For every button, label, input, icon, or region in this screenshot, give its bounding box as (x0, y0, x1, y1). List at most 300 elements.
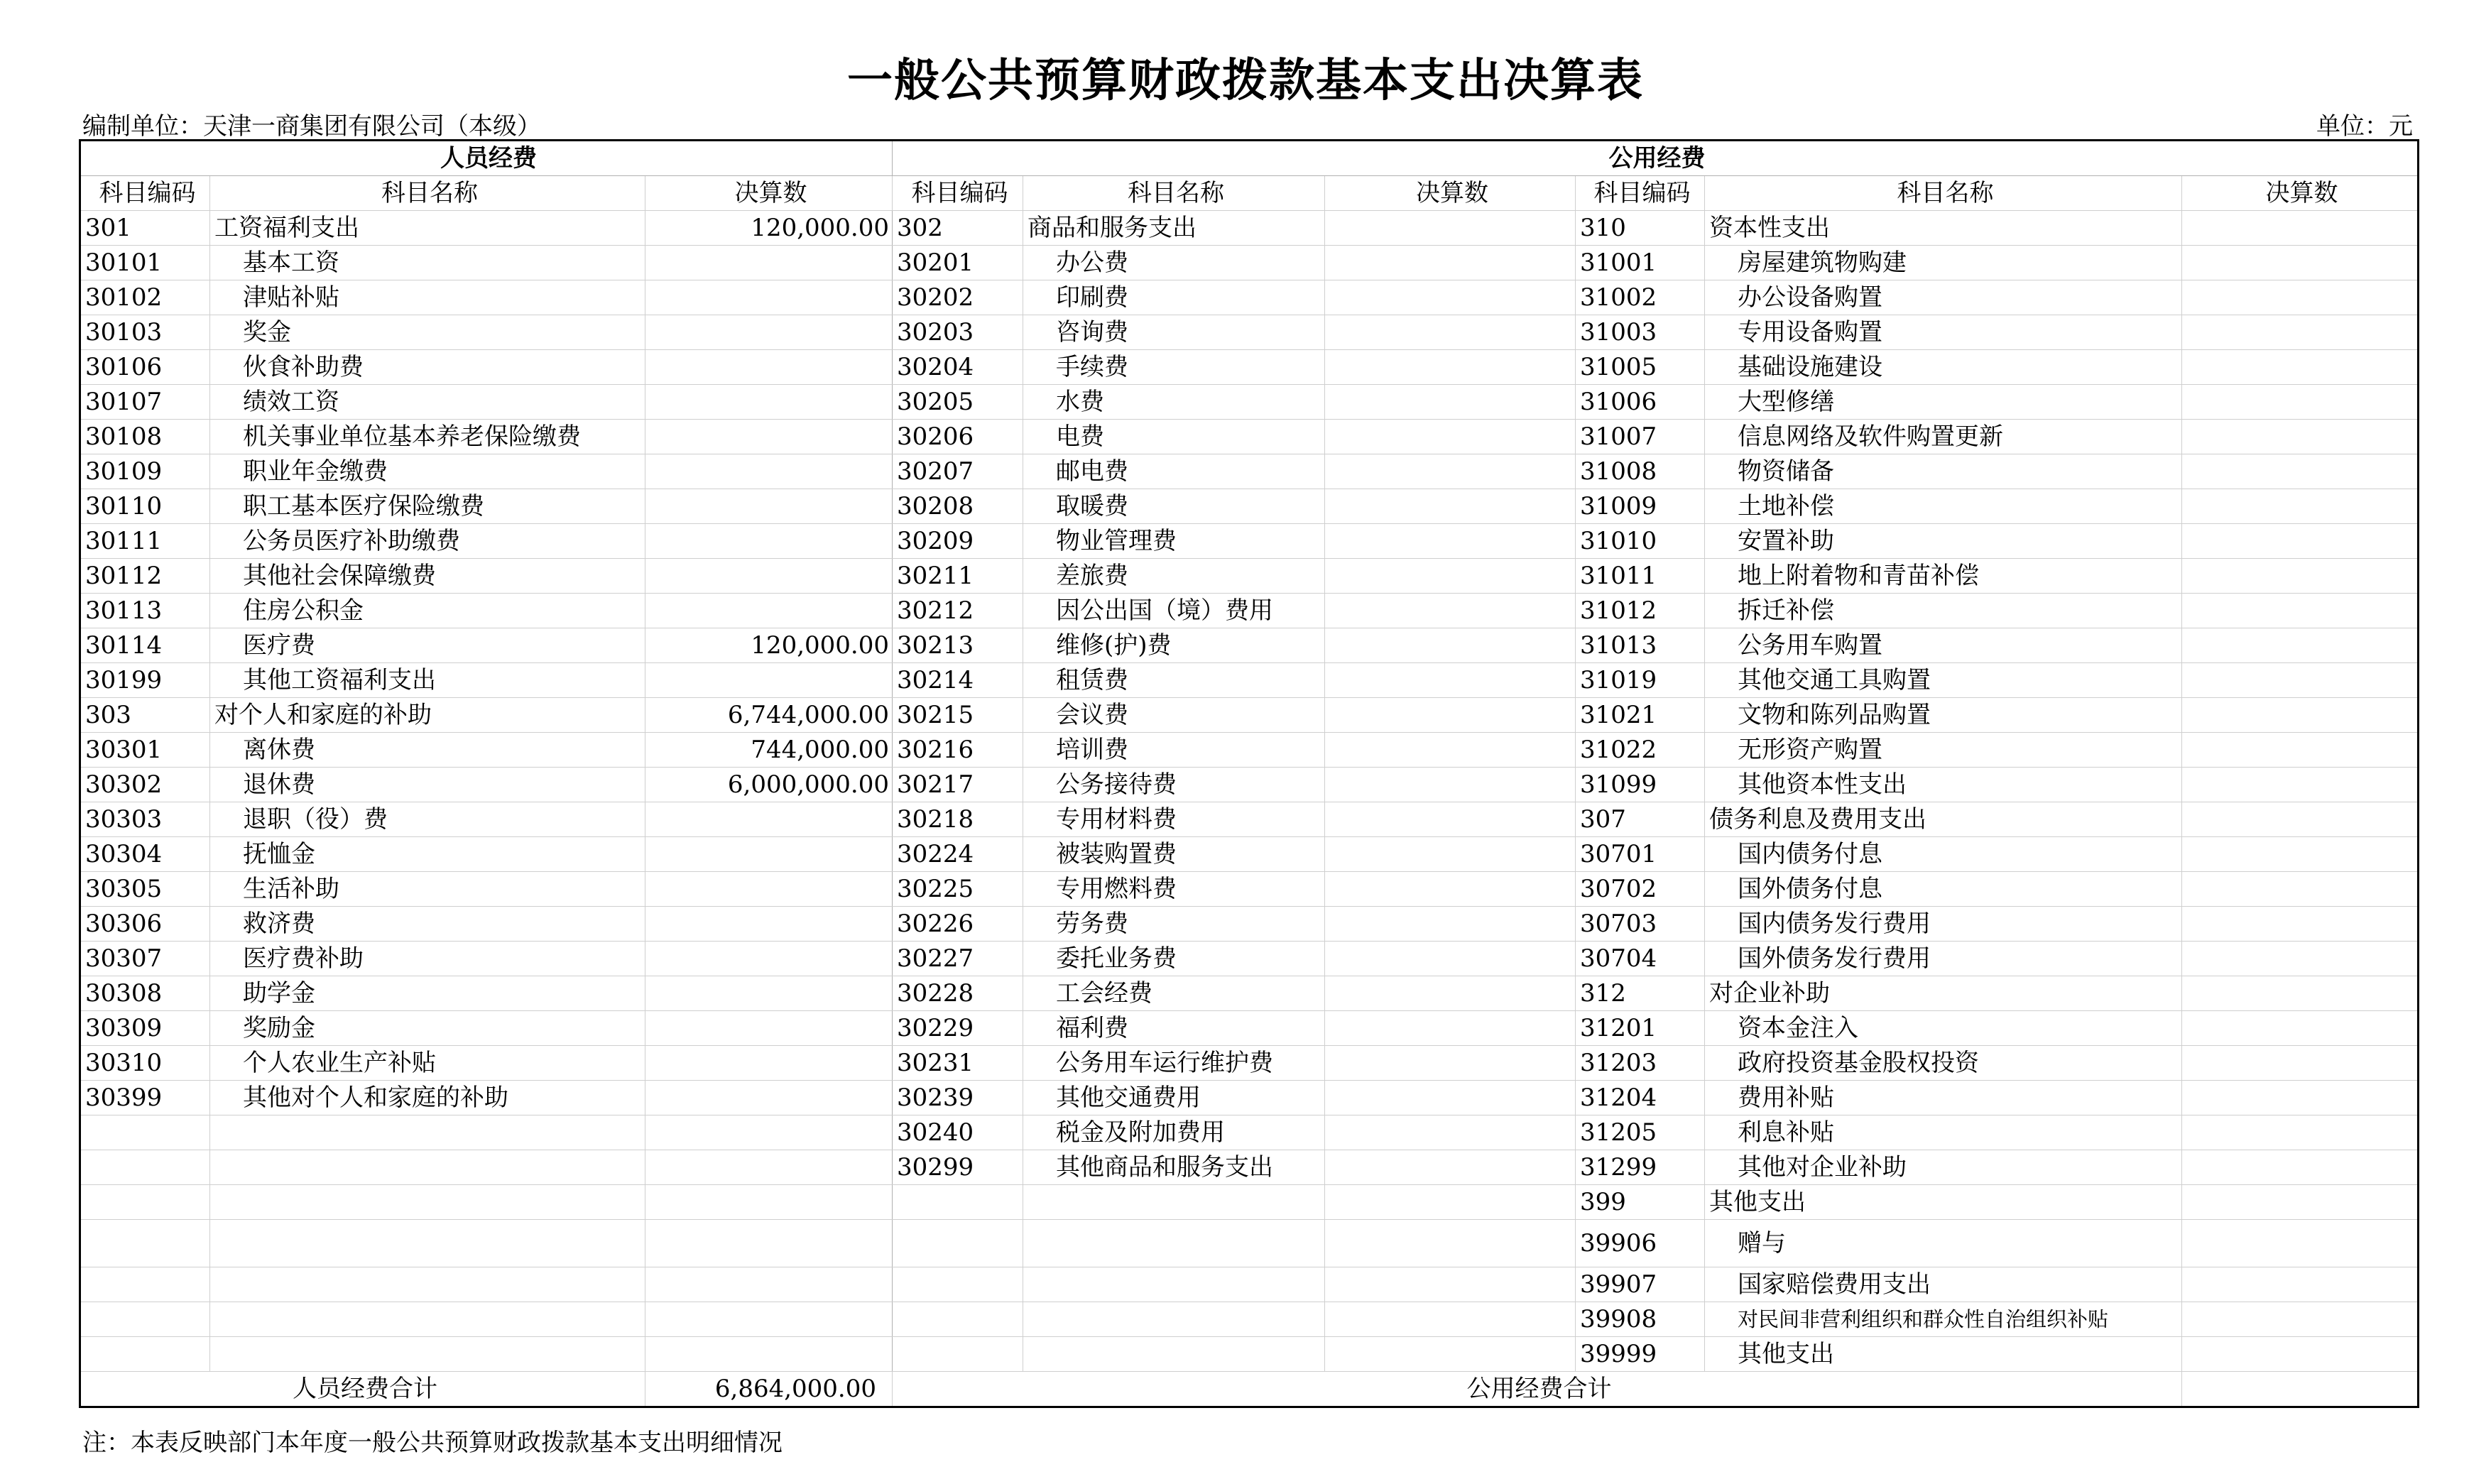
capital-amount-cell (2182, 315, 2419, 350)
personnel-code-cell: 30301 (80, 733, 210, 768)
public-total-value (2182, 1372, 2419, 1407)
goods-name-cell: 其他商品和服务支出 (1023, 1150, 1325, 1185)
personnel-amount-cell: 6,744,000.00 (645, 698, 893, 733)
group-header-row (80, 141, 2419, 176)
goods-name-cell: 维修(护)费 (1023, 628, 1325, 663)
capital-code-cell: 31007 (1576, 420, 1705, 454)
goods-code-cell: 30226 (893, 907, 1023, 942)
personnel-code-cell (80, 1150, 210, 1185)
goods-code-cell: 30225 (893, 872, 1023, 907)
capital-code-cell: 31099 (1576, 768, 1705, 802)
personnel-amount-cell: 744,000.00 (645, 733, 893, 768)
personnel-code-cell: 30101 (80, 246, 210, 280)
table-row (80, 628, 2419, 663)
capital-name-cell: 政府投资基金股权投资 (1705, 1046, 2182, 1081)
capital-amount-cell (2182, 1046, 2419, 1081)
goods-code-cell: 30227 (893, 942, 1023, 976)
goods-name-cell: 会议费 (1023, 698, 1325, 733)
personnel-code-cell: 30103 (80, 315, 210, 350)
personnel-code-cell: 30306 (80, 907, 210, 942)
goods-amount-cell (1325, 698, 1576, 733)
capital-name-cell: 公务用车购置 (1705, 628, 2182, 663)
goods-code-cell: 30216 (893, 733, 1023, 768)
goods-amount-cell (1325, 837, 1576, 872)
table-row (80, 385, 2419, 420)
capital-code-cell: 30704 (1576, 942, 1705, 976)
goods-amount-cell (1325, 802, 1576, 837)
personnel-amount-cell (645, 559, 893, 594)
capital-name-cell: 资本性支出 (1705, 211, 2182, 246)
goods-name-cell: 被装购置费 (1023, 837, 1325, 872)
goods-code-cell: 30217 (893, 768, 1023, 802)
capital-name-cell: 其他支出 (1705, 1337, 2182, 1372)
goods-name-cell (1023, 1220, 1325, 1267)
goods-name-cell: 印刷费 (1023, 280, 1325, 315)
personnel-amount-cell (645, 942, 893, 976)
personnel-amount-cell (645, 663, 893, 698)
personnel-amount-cell (645, 1011, 893, 1046)
capital-code-cell: 31013 (1576, 628, 1705, 663)
personnel-name-cell: 绩效工资 (210, 385, 645, 420)
column-header-amount: 决算数 (645, 176, 893, 211)
column-header-row (80, 176, 2419, 211)
table-row (80, 1150, 2419, 1185)
column-header-name: 科目名称 (210, 176, 645, 211)
capital-amount-cell (2182, 350, 2419, 385)
goods-name-cell: 培训费 (1023, 733, 1325, 768)
personnel-code-cell: 30307 (80, 942, 210, 976)
capital-amount-cell (2182, 976, 2419, 1011)
goods-name-cell: 劳务费 (1023, 907, 1325, 942)
goods-amount-cell (1325, 1150, 1576, 1185)
goods-code-cell: 30214 (893, 663, 1023, 698)
personnel-name-cell: 奖金 (210, 315, 645, 350)
table-row (80, 1011, 2419, 1046)
table-row (80, 211, 2419, 246)
capital-code-cell: 31001 (1576, 246, 1705, 280)
personnel-code-cell (80, 1185, 210, 1220)
capital-name-cell: 无形资产购置 (1705, 733, 2182, 768)
personnel-name-cell: 对个人和家庭的补助 (210, 698, 645, 733)
personnel-amount-cell (645, 1081, 893, 1115)
goods-code-cell: 302 (893, 211, 1023, 246)
personnel-name-cell: 其他工资福利支出 (210, 663, 645, 698)
capital-amount-cell (2182, 1302, 2419, 1337)
goods-amount-cell (1325, 524, 1576, 559)
column-header-code: 科目编码 (893, 176, 1023, 211)
capital-name-cell: 赠与 (1705, 1220, 2182, 1267)
personnel-amount-cell (645, 1150, 893, 1185)
goods-code-cell: 30203 (893, 315, 1023, 350)
personnel-code-cell: 30308 (80, 976, 210, 1011)
personnel-amount-cell (645, 350, 893, 385)
personnel-amount-cell (645, 246, 893, 280)
table-row (80, 350, 2419, 385)
goods-amount-cell (1325, 280, 1576, 315)
table-row (80, 489, 2419, 524)
capital-name-cell: 其他支出 (1705, 1185, 2182, 1220)
capital-code-cell: 31203 (1576, 1046, 1705, 1081)
goods-code-cell: 30207 (893, 454, 1023, 489)
personnel-amount-cell (645, 594, 893, 628)
personnel-name-cell: 伙食补助费 (210, 350, 645, 385)
capital-name-cell: 房屋建筑物购建 (1705, 246, 2182, 280)
personnel-name-cell: 基本工资 (210, 246, 645, 280)
table-row (80, 454, 2419, 489)
capital-code-cell: 31205 (1576, 1115, 1705, 1150)
personnel-name-cell: 工资福利支出 (210, 211, 645, 246)
capital-amount-cell (2182, 628, 2419, 663)
personnel-code-cell: 30106 (80, 350, 210, 385)
personnel-name-cell: 抚恤金 (210, 837, 645, 872)
page-title: 一般公共预算财政拨款基本支出决算表 (847, 55, 1644, 107)
goods-name-cell: 办公费 (1023, 246, 1325, 280)
goods-amount-cell (1325, 1185, 1576, 1220)
personnel-name-cell: 职工基本医疗保险缴费 (210, 489, 645, 524)
capital-amount-cell (2182, 1220, 2419, 1267)
table-row (80, 315, 2419, 350)
goods-code-cell (893, 1185, 1023, 1220)
personnel-name-cell (210, 1302, 645, 1337)
goods-amount-cell (1325, 350, 1576, 385)
capital-code-cell: 31006 (1576, 385, 1705, 420)
goods-amount-cell (1325, 976, 1576, 1011)
personnel-amount-cell (645, 872, 893, 907)
goods-name-cell: 工会经费 (1023, 976, 1325, 1011)
capital-amount-cell (2182, 698, 2419, 733)
capital-name-cell: 对民间非营利组织和群众性自治组织补贴 (1705, 1302, 2182, 1337)
goods-amount-cell (1325, 559, 1576, 594)
capital-name-cell: 拆迁补偿 (1705, 594, 2182, 628)
public-total-label: 公用经费合计 (893, 1372, 2182, 1407)
goods-name-cell: 租赁费 (1023, 663, 1325, 698)
personnel-name-cell: 职业年金缴费 (210, 454, 645, 489)
personnel-amount-cell (645, 976, 893, 1011)
column-header-code: 科目编码 (80, 176, 210, 211)
personnel-code-cell: 30112 (80, 559, 210, 594)
table-row (80, 280, 2419, 315)
capital-amount-cell (2182, 1150, 2419, 1185)
capital-amount-cell (2182, 663, 2419, 698)
personnel-name-cell (210, 1150, 645, 1185)
goods-code-cell: 30231 (893, 1046, 1023, 1081)
goods-amount-cell (1325, 942, 1576, 976)
goods-code-cell: 30215 (893, 698, 1023, 733)
personnel-amount-cell (645, 1267, 893, 1302)
capital-name-cell: 国外债务发行费用 (1705, 942, 2182, 976)
personnel-code-cell: 30102 (80, 280, 210, 315)
capital-code-cell: 31005 (1576, 350, 1705, 385)
table-row (80, 872, 2419, 907)
goods-code-cell: 30240 (893, 1115, 1023, 1150)
personnel-code-cell: 30303 (80, 802, 210, 837)
personnel-name-cell: 机关事业单位基本养老保险缴费 (210, 420, 645, 454)
capital-name-cell: 债务利息及费用支出 (1705, 802, 2182, 837)
goods-amount-cell (1325, 420, 1576, 454)
personnel-total-value: 6,864,000.00 (645, 1372, 893, 1407)
personnel-name-cell: 医疗费补助 (210, 942, 645, 976)
capital-name-cell: 大型修缮 (1705, 385, 2182, 420)
goods-code-cell: 30228 (893, 976, 1023, 1011)
table-row (80, 768, 2419, 802)
personnel-amount-cell (645, 1185, 893, 1220)
goods-name-cell: 邮电费 (1023, 454, 1325, 489)
goods-code-cell: 30209 (893, 524, 1023, 559)
capital-amount-cell (2182, 768, 2419, 802)
personnel-code-cell: 30108 (80, 420, 210, 454)
capital-name-cell: 利息补贴 (1705, 1115, 2182, 1150)
goods-amount-cell (1325, 315, 1576, 350)
goods-name-cell: 商品和服务支出 (1023, 211, 1325, 246)
table-row (80, 698, 2419, 733)
personnel-name-cell (210, 1115, 645, 1150)
goods-name-cell: 物业管理费 (1023, 524, 1325, 559)
goods-code-cell: 30212 (893, 594, 1023, 628)
goods-name-cell: 公务用车运行维护费 (1023, 1046, 1325, 1081)
personnel-code-cell (80, 1302, 210, 1337)
personnel-code-cell: 30113 (80, 594, 210, 628)
table-row (80, 420, 2419, 454)
column-header-name: 科目名称 (1023, 176, 1325, 211)
personnel-name-cell: 津贴补贴 (210, 280, 645, 315)
capital-amount-cell (2182, 1011, 2419, 1046)
personnel-code-cell (80, 1337, 210, 1372)
capital-name-cell: 国外债务付息 (1705, 872, 2182, 907)
personnel-amount-cell (645, 1220, 893, 1267)
goods-name-cell: 税金及附加费用 (1023, 1115, 1325, 1150)
personnel-code-cell: 30305 (80, 872, 210, 907)
column-header-name: 科目名称 (1705, 176, 2182, 211)
goods-amount-cell (1325, 768, 1576, 802)
capital-name-cell: 费用补贴 (1705, 1081, 2182, 1115)
capital-amount-cell (2182, 489, 2419, 524)
personnel-name-cell (210, 1337, 645, 1372)
capital-code-cell: 307 (1576, 802, 1705, 837)
expenditure-table (79, 139, 2419, 1408)
capital-amount-cell (2182, 1185, 2419, 1220)
capital-amount-cell (2182, 802, 2419, 837)
table-row (80, 246, 2419, 280)
capital-name-cell: 办公设备购置 (1705, 280, 2182, 315)
capital-code-cell: 30703 (1576, 907, 1705, 942)
personnel-amount-cell (645, 1046, 893, 1081)
goods-amount-cell (1325, 454, 1576, 489)
capital-amount-cell (2182, 246, 2419, 280)
goods-name-cell: 手续费 (1023, 350, 1325, 385)
personnel-amount-cell (645, 420, 893, 454)
personnel-amount-cell: 120,000.00 (645, 628, 893, 663)
table-row (80, 559, 2419, 594)
capital-amount-cell (2182, 559, 2419, 594)
goods-amount-cell (1325, 872, 1576, 907)
goods-code-cell: 30218 (893, 802, 1023, 837)
personnel-code-cell: 303 (80, 698, 210, 733)
capital-name-cell: 其他对企业补助 (1705, 1150, 2182, 1185)
table-row (80, 1302, 2419, 1337)
personnel-name-cell: 个人农业生产补贴 (210, 1046, 645, 1081)
personnel-code-cell: 30107 (80, 385, 210, 420)
capital-name-cell: 基础设施建设 (1705, 350, 2182, 385)
table-row (80, 1220, 2419, 1267)
goods-name-cell (1023, 1302, 1325, 1337)
goods-name-cell: 取暖费 (1023, 489, 1325, 524)
personnel-name-cell: 助学金 (210, 976, 645, 1011)
table-row (80, 1115, 2419, 1150)
goods-amount-cell (1325, 1302, 1576, 1337)
goods-code-cell (893, 1337, 1023, 1372)
personnel-name-cell: 公务员医疗补助缴费 (210, 524, 645, 559)
table-row (80, 907, 2419, 942)
personnel-code-cell: 30111 (80, 524, 210, 559)
goods-amount-cell (1325, 1220, 1576, 1267)
personnel-amount-cell: 120,000.00 (645, 211, 893, 246)
goods-code-cell: 30202 (893, 280, 1023, 315)
capital-amount-cell (2182, 385, 2419, 420)
goods-code-cell (893, 1302, 1023, 1337)
capital-amount-cell (2182, 733, 2419, 768)
goods-amount-cell (1325, 1267, 1576, 1302)
goods-code-cell: 30208 (893, 489, 1023, 524)
goods-code-cell: 30299 (893, 1150, 1023, 1185)
goods-amount-cell (1325, 733, 1576, 768)
capital-amount-cell (2182, 872, 2419, 907)
goods-name-cell: 水费 (1023, 385, 1325, 420)
capital-name-cell: 其他交通工具购置 (1705, 663, 2182, 698)
goods-name-cell: 差旅费 (1023, 559, 1325, 594)
capital-code-cell: 31204 (1576, 1081, 1705, 1115)
footnote: 注：本表反映部门本年度一般公共预算财政拨款基本支出明细情况 (82, 1429, 783, 1457)
table-row (80, 1185, 2419, 1220)
table-row (80, 802, 2419, 837)
personnel-code-cell: 301 (80, 211, 210, 246)
goods-name-cell (1023, 1337, 1325, 1372)
table-row (80, 733, 2419, 768)
capital-amount-cell (2182, 1081, 2419, 1115)
capital-name-cell: 土地补偿 (1705, 489, 2182, 524)
capital-amount-cell (2182, 1337, 2419, 1372)
personnel-amount-cell (645, 280, 893, 315)
capital-code-cell: 31010 (1576, 524, 1705, 559)
table-row (80, 837, 2419, 872)
capital-amount-cell (2182, 942, 2419, 976)
goods-code-cell: 30239 (893, 1081, 1023, 1115)
personnel-group-header: 人员经费 (80, 141, 893, 176)
capital-name-cell: 国内债务付息 (1705, 837, 2182, 872)
goods-amount-cell (1325, 594, 1576, 628)
goods-name-cell (1023, 1185, 1325, 1220)
personnel-name-cell: 退休费 (210, 768, 645, 802)
personnel-name-cell: 其他对个人和家庭的补助 (210, 1081, 645, 1115)
personnel-name-cell: 救济费 (210, 907, 645, 942)
column-header-code: 科目编码 (1576, 176, 1705, 211)
capital-code-cell: 31019 (1576, 663, 1705, 698)
capital-amount-cell (2182, 907, 2419, 942)
capital-name-cell: 对企业补助 (1705, 976, 2182, 1011)
goods-name-cell: 其他交通费用 (1023, 1081, 1325, 1115)
capital-code-cell: 30701 (1576, 837, 1705, 872)
table-row (80, 976, 2419, 1011)
personnel-code-cell: 30302 (80, 768, 210, 802)
goods-code-cell (893, 1220, 1023, 1267)
capital-name-cell: 安置补助 (1705, 524, 2182, 559)
capital-amount-cell (2182, 211, 2419, 246)
goods-name-cell: 专用燃料费 (1023, 872, 1325, 907)
column-header-amount: 决算数 (2182, 176, 2419, 211)
goods-amount-cell (1325, 1011, 1576, 1046)
capital-code-cell: 39906 (1576, 1220, 1705, 1267)
goods-name-cell (1023, 1267, 1325, 1302)
capital-amount-cell (2182, 837, 2419, 872)
personnel-code-cell: 30109 (80, 454, 210, 489)
goods-code-cell: 30211 (893, 559, 1023, 594)
capital-amount-cell (2182, 1267, 2419, 1302)
personnel-amount-cell (645, 385, 893, 420)
goods-amount-cell (1325, 489, 1576, 524)
personnel-name-cell: 离休费 (210, 733, 645, 768)
capital-name-cell: 地上附着物和青苗补偿 (1705, 559, 2182, 594)
capital-amount-cell (2182, 454, 2419, 489)
goods-amount-cell (1325, 1081, 1576, 1115)
personnel-amount-cell (645, 524, 893, 559)
capital-name-cell: 国内债务发行费用 (1705, 907, 2182, 942)
capital-code-cell: 31003 (1576, 315, 1705, 350)
goods-amount-cell (1325, 211, 1576, 246)
personnel-amount-cell (645, 907, 893, 942)
capital-code-cell: 30702 (1576, 872, 1705, 907)
goods-code-cell: 30224 (893, 837, 1023, 872)
personnel-name-cell: 其他社会保障缴费 (210, 559, 645, 594)
table-row (80, 524, 2419, 559)
personnel-name-cell: 退职（役）费 (210, 802, 645, 837)
capital-code-cell: 31011 (1576, 559, 1705, 594)
capital-name-cell: 物资储备 (1705, 454, 2182, 489)
capital-code-cell: 31299 (1576, 1150, 1705, 1185)
table-row (80, 663, 2419, 698)
public-group-header: 公用经费 (893, 141, 2419, 176)
personnel-total-label: 人员经费合计 (80, 1372, 645, 1407)
personnel-code-cell: 30114 (80, 628, 210, 663)
org-label: 编制单位：天津一商集团有限公司（本级） (82, 112, 541, 141)
personnel-code-cell: 30304 (80, 837, 210, 872)
goods-code-cell: 30206 (893, 420, 1023, 454)
capital-amount-cell (2182, 594, 2419, 628)
unit-label: 单位：元 (2316, 112, 2413, 141)
capital-code-cell: 310 (1576, 211, 1705, 246)
personnel-name-cell (210, 1220, 645, 1267)
personnel-code-cell: 30110 (80, 489, 210, 524)
goods-amount-cell (1325, 1046, 1576, 1081)
personnel-amount-cell (645, 454, 893, 489)
totals-row (80, 1372, 2419, 1407)
goods-name-cell: 公务接待费 (1023, 768, 1325, 802)
capital-name-cell: 专用设备购置 (1705, 315, 2182, 350)
capital-code-cell: 399 (1576, 1185, 1705, 1220)
goods-code-cell: 30229 (893, 1011, 1023, 1046)
capital-code-cell: 312 (1576, 976, 1705, 1011)
goods-code-cell: 30201 (893, 246, 1023, 280)
capital-code-cell: 31201 (1576, 1011, 1705, 1046)
goods-amount-cell (1325, 628, 1576, 663)
goods-amount-cell (1325, 385, 1576, 420)
capital-code-cell: 31022 (1576, 733, 1705, 768)
personnel-code-cell (80, 1115, 210, 1150)
personnel-amount-cell (645, 1337, 893, 1372)
capital-code-cell: 31008 (1576, 454, 1705, 489)
table-row (80, 1267, 2419, 1302)
goods-amount-cell (1325, 663, 1576, 698)
capital-name-cell: 文物和陈列品购置 (1705, 698, 2182, 733)
table-row (80, 594, 2419, 628)
